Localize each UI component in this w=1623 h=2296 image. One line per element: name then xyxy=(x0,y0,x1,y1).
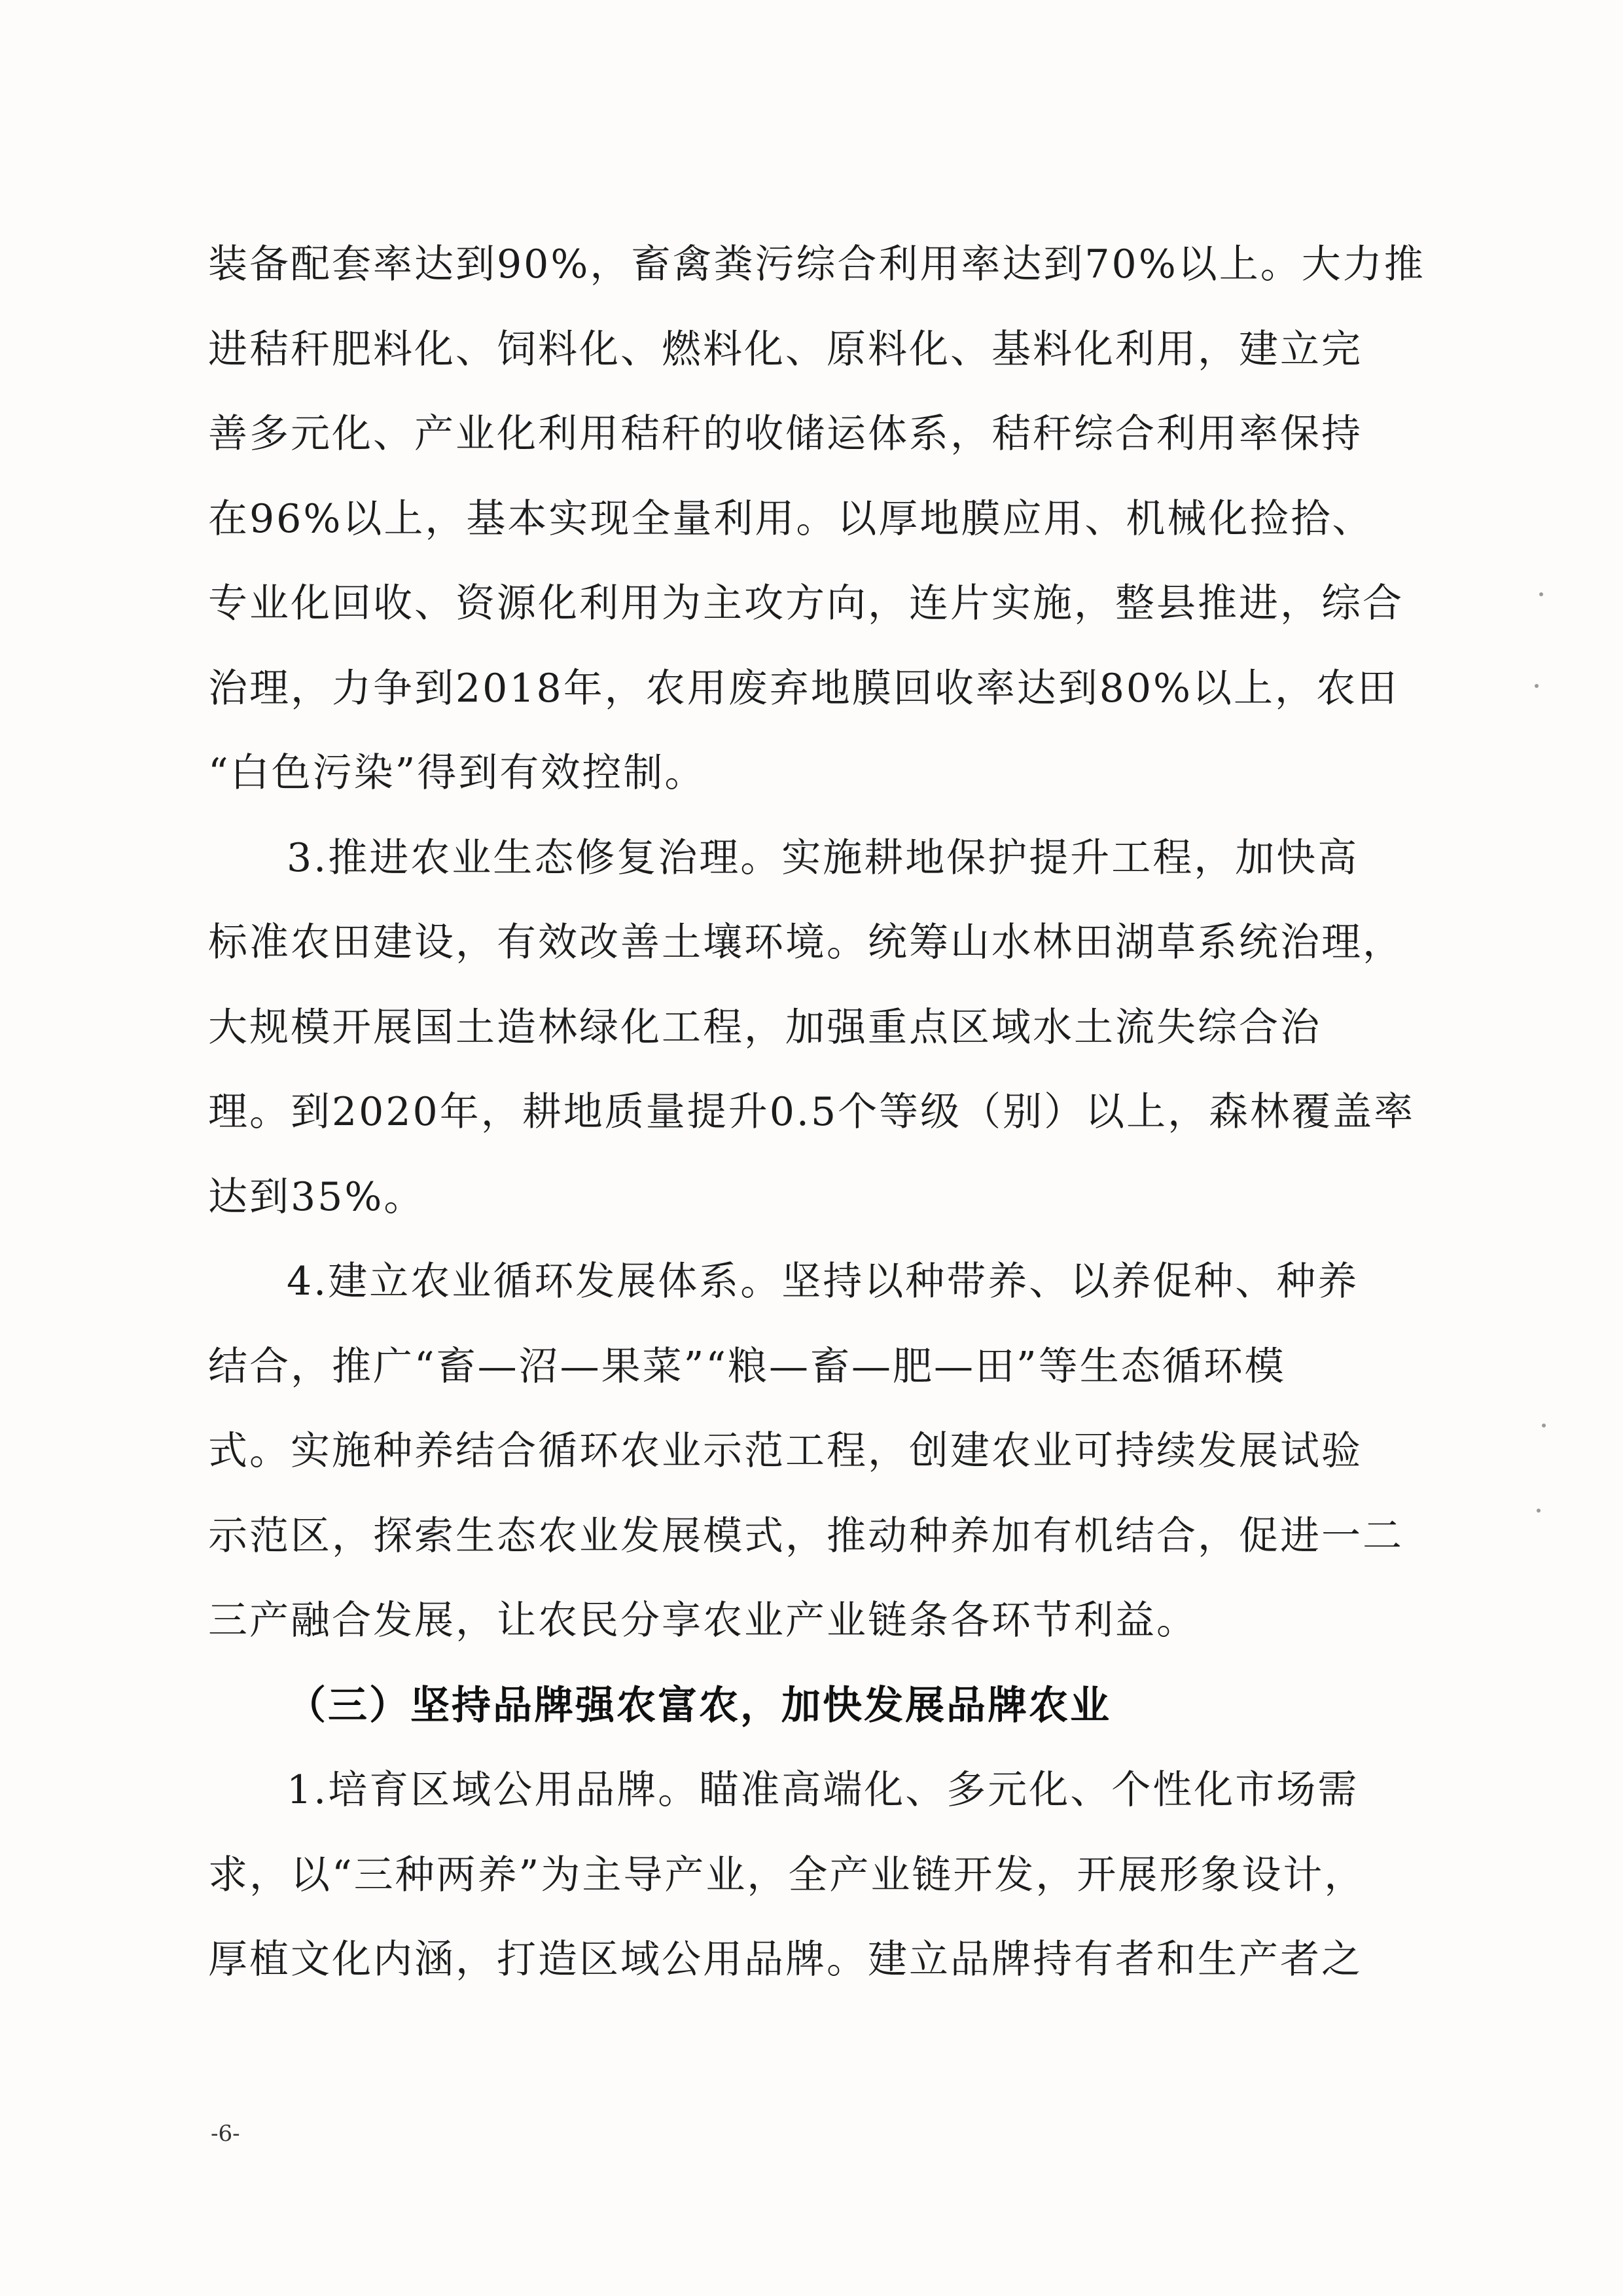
text-line: 求，以“三种两养”为主导产业，全产业链开发，开展形象设计， xyxy=(208,1852,1366,1898)
scan-speck xyxy=(1535,684,1539,688)
text-line: 4.建立农业循环发展体系。坚持以种带养、以养促种、种养 xyxy=(287,1259,1359,1304)
text-line: 式。实施种养结合循环农业示范工程，创建农业可持续发展试验 xyxy=(208,1428,1363,1474)
scan-speck xyxy=(1539,592,1543,596)
text-line: 结合，推广“畜—沼—果菜”“粮—畜—肥—田”等生态循环模 xyxy=(208,1343,1286,1390)
scan-speck xyxy=(1542,1424,1546,1427)
text-line: 三产融合发展，让农民分享农业产业链条各环节利益。 xyxy=(208,1598,1198,1643)
text-line: 装备配套率达到90%，畜禽粪污综合利用率达到70%以上。大力推 xyxy=(208,242,1425,287)
text-line: 专业化回收、资源化利用为主攻方向，连片实施，整县推进，综合 xyxy=(208,581,1404,626)
text-line: 厚植文化内涵，打造区域公用品牌。建立品牌持有者和生产者之 xyxy=(208,1937,1363,1982)
text-line: 善多元化、产业化利用秸秆的收储运体系，秸秆综合利用率保持 xyxy=(208,411,1363,457)
scan-speck xyxy=(1537,1509,1541,1513)
document-body xyxy=(208,223,1425,2003)
text-line: 大规模开展国土造林绿化工程，加强重点区域水土流失综合治 xyxy=(208,1004,1321,1050)
text-line: 3.推进农业生态修复治理。实施耕地保护提升工程，加快高 xyxy=(287,834,1359,881)
section-heading: （三）坚持品牌强农富农，加快发展品牌农业 xyxy=(287,1682,1111,1729)
text-line: 理。到2020年，耕地质量提升0.5个等级（别）以上，森林覆盖率 xyxy=(208,1089,1416,1135)
text-line: 治理，力争到2018年，农用废弃地膜回收率达到80%以上，农田 xyxy=(208,665,1399,711)
text-line: 标准农田建设，有效改善土壤环境。统筹山水林田湖草系统治理， xyxy=(208,920,1404,965)
text-line: 1.培育区域公用品牌。瞄准高端化、多元化、个性化市场需 xyxy=(287,1767,1359,1813)
page-number: -6- xyxy=(211,2121,240,2147)
text-line: “白色污染”得到有效控制。 xyxy=(208,750,706,796)
text-line: 进秸秆肥料化、饲料化、燃料化、原料化、基料化利用，建立完 xyxy=(208,326,1363,372)
text-line: 达到35%。 xyxy=(208,1174,425,1220)
text-line: 示范区，探索生态农业发展模式，推动种养加有机结合，促进一二 xyxy=(208,1513,1404,1559)
text-line: 在96%以上，基本实现全量利用。以厚地膜应用、机械化捡拾、 xyxy=(208,495,1374,542)
